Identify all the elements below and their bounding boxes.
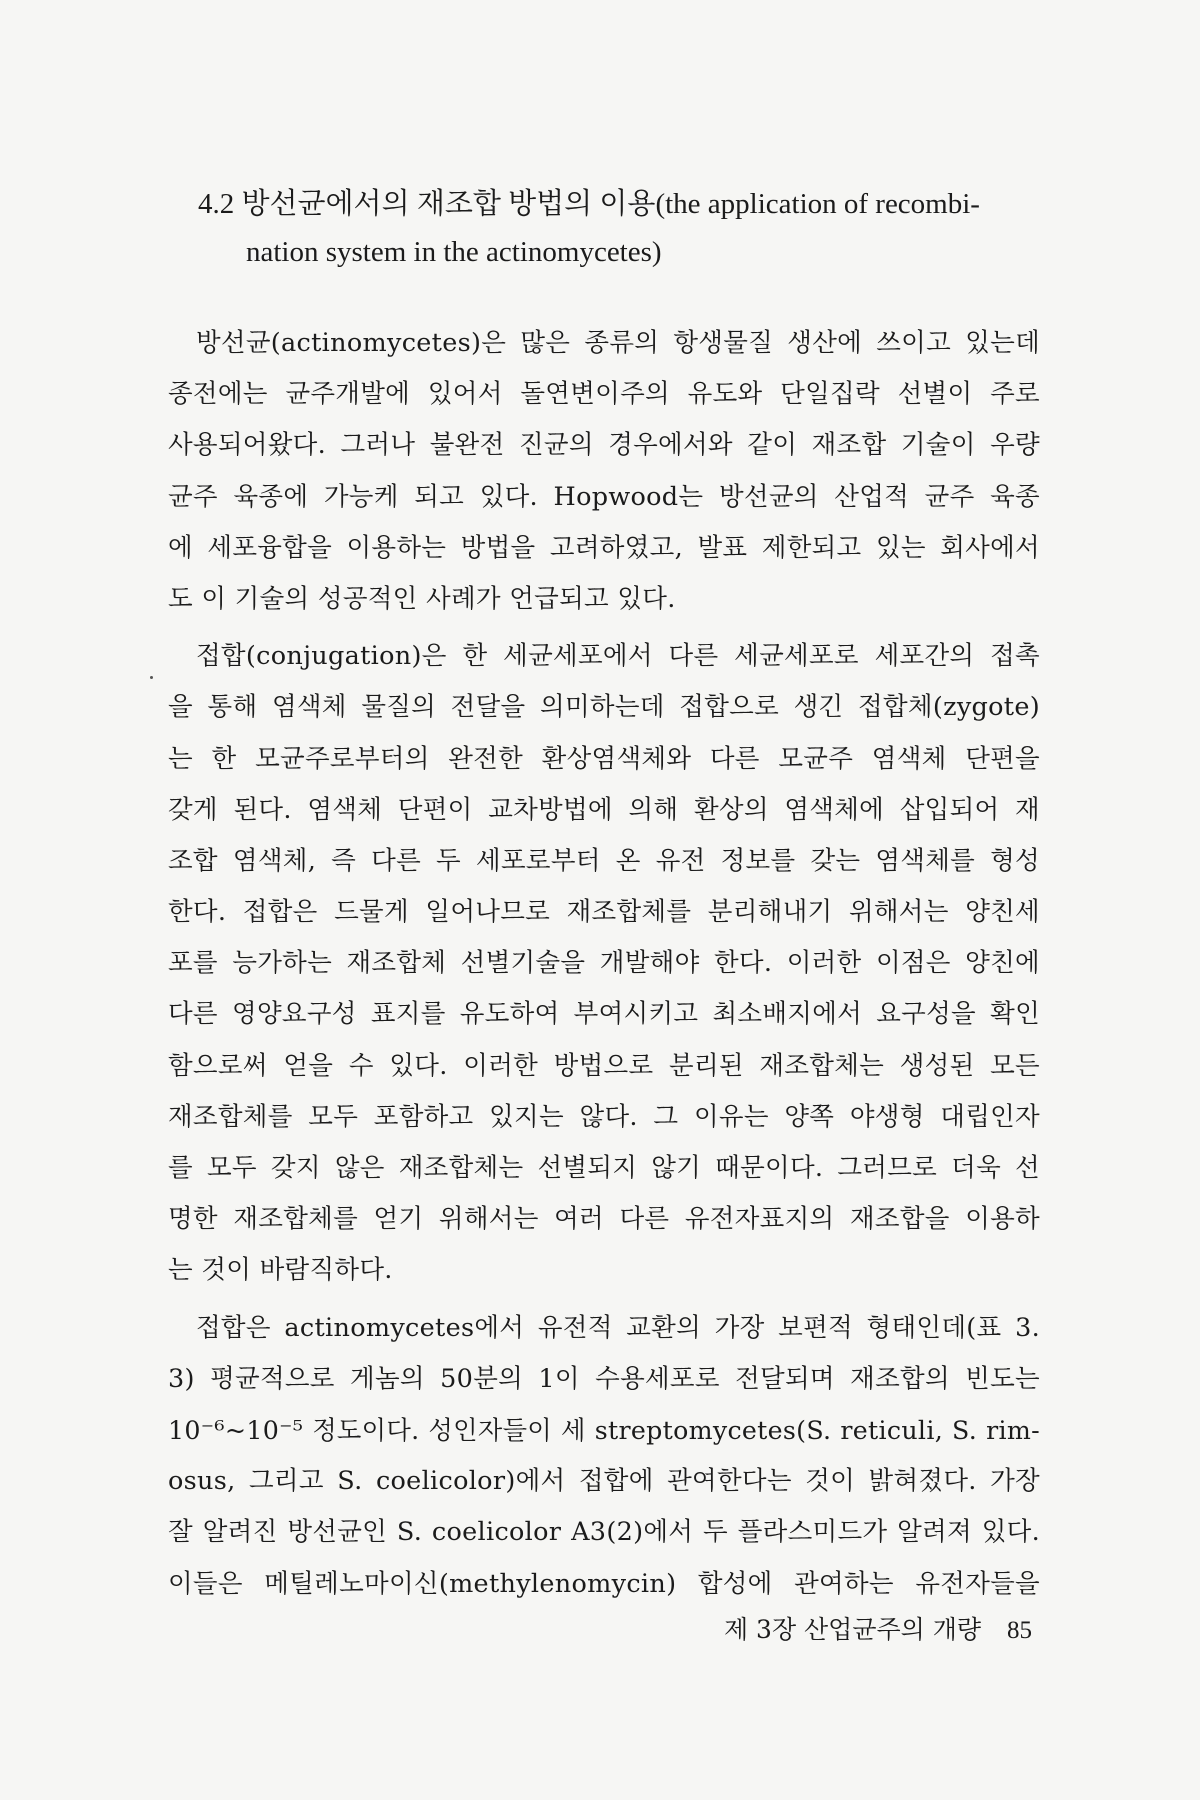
body-line: 잘 알려진 방선균인 S. coelicolor A3(2)에서 두 플라스미드가 알려져 있다. bbox=[168, 1517, 1040, 1548]
body-line: 한다. 접합은 드물게 일어나므로 재조합체를 분리해내기 위해서는 양친세 bbox=[168, 897, 1040, 928]
body-line: 방선균(actinomycetes)은 많은 종류의 항생물질 생산에 쓰이고 있는데 bbox=[196, 328, 1040, 358]
body-line: 접합은 actinomycetes에서 유전적 교환의 가장 보편적 형태인데(표 3. bbox=[196, 1312, 1040, 1343]
section-number: 4.2 bbox=[198, 188, 235, 220]
body-line: 조합 염색체, 즉 다른 두 세포로부터 온 유전 정보를 갖는 염색체를 형성 bbox=[168, 845, 1040, 876]
body-line: 명한 재조합체를 얻기 위해서는 여러 다른 유전자표지의 재조합을 이용하 bbox=[168, 1204, 1040, 1235]
body-line: 도 이 기술의 성공적인 사례가 언급되고 있다. bbox=[168, 583, 676, 614]
body-line: 갖게 된다. 염색체 단편이 교차방법에 의해 환상의 염색체에 삽입되어 재 bbox=[168, 794, 1040, 825]
page-number: 85 bbox=[1007, 1617, 1032, 1644]
page-footer bbox=[724, 1610, 1032, 1646]
body-line: 포를 능가하는 재조합체 선별기술을 개발해야 한다. 이러한 이점은 양친에 bbox=[168, 948, 1040, 979]
body-line: 접합(conjugation)은 한 세균세포에서 다른 세균세포로 세포간의 접촉 bbox=[196, 641, 1040, 672]
section-title-line1: 방선균에서의 재조합 방법의 이용(the application of recombi- bbox=[241, 188, 980, 220]
body-line: 를 모두 갖지 않은 재조합체는 선별되지 않기 때문이다. 그러므로 더욱 선 bbox=[168, 1153, 1040, 1183]
body-line: 10⁻⁶~10⁻⁵ 정도이다. 성인자들이 세 streptomycetes(S. reticuli, S. rim- bbox=[168, 1415, 1040, 1445]
body-line: 다른 영양요구성 표지를 유도하여 부여시키고 최소배지에서 요구성을 확인 bbox=[168, 999, 1040, 1030]
body-line: 는 한 모균주로부터의 완전한 환상염색체와 다른 모균주 염색체 단편을 bbox=[168, 743, 1040, 774]
section-heading bbox=[198, 180, 1028, 276]
body-line: 사용되어왔다. 그러나 불완전 진균의 경우에서와 같이 재조합 기술이 우량 bbox=[168, 430, 1040, 461]
body-line: 을 통해 염색체 물질의 전달을 의미하는데 접합으로 생긴 접합체(zygote) bbox=[168, 692, 1040, 723]
body-line: 함으로써 얻을 수 있다. 이러한 방법으로 분리된 재조합체는 생성된 모든 bbox=[168, 1050, 1040, 1081]
body-line: 는 것이 바람직하다. bbox=[168, 1255, 393, 1286]
body-line: 이들은 메틸레노마이신(methylenomycin) 합성에 관여하는 유전자들을 bbox=[168, 1568, 1040, 1599]
chapter-title: 제 3장 산업균주의 개량 bbox=[723, 1615, 982, 1644]
body-line: 종전에는 균주개발에 있어서 돌연변이주의 유도와 단일집락 선별이 주로 bbox=[168, 379, 1040, 410]
body-line: 재조합체를 모두 포함하고 있지는 않다. 그 이유는 양쪽 야생형 대립인자 bbox=[168, 1101, 1040, 1132]
body-text bbox=[168, 318, 1040, 1610]
body-line: 3) 평균적으로 게놈의 50분의 1이 수용세포로 전달되며 재조합의 빈도는 bbox=[168, 1363, 1040, 1394]
body-line: 에 세포융합을 이용하는 방법을 고려하였고, 발표 제한되고 있는 회사에서 bbox=[168, 532, 1040, 563]
body-line: osus, 그리고 S. coelicolor)에서 접합에 관여한다는 것이 밝혀졌다. 가장 bbox=[168, 1466, 1040, 1497]
body-line: 균주 육종에 가능케 되고 있다. Hopwood는 방선균의 산업적 균주 육종 bbox=[168, 481, 1040, 512]
print-speck bbox=[150, 676, 153, 679]
section-title-line2: nation system in the actinomycetes) bbox=[246, 236, 662, 268]
